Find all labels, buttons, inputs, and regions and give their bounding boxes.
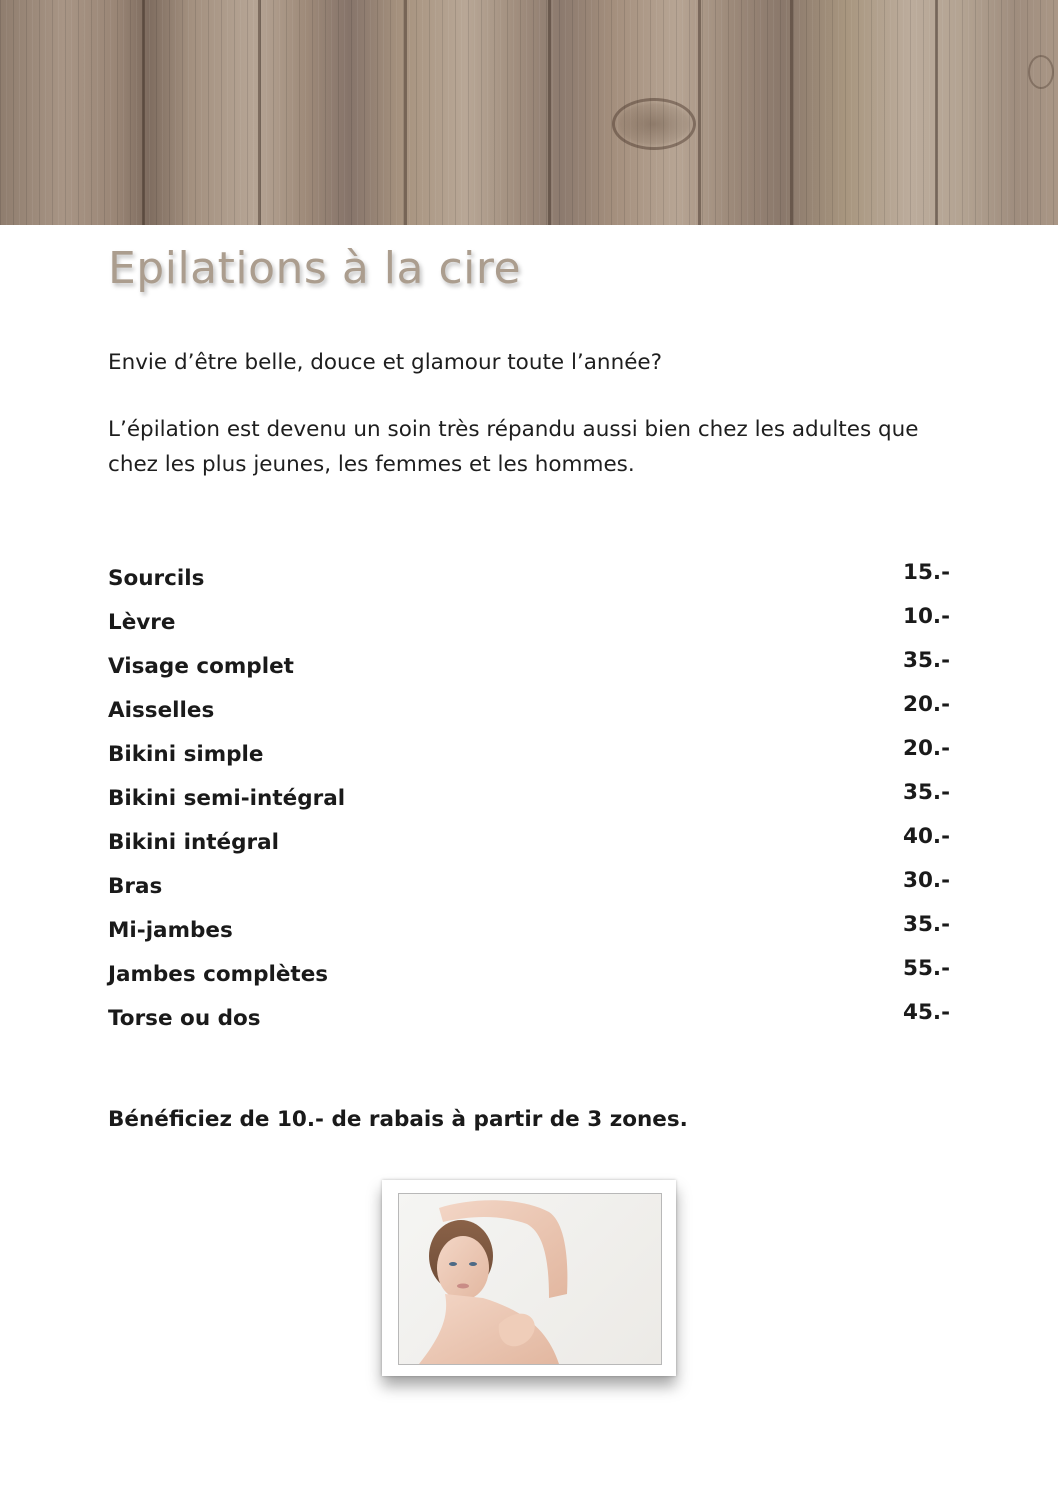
service-name: Mi-jambes [108, 918, 233, 943]
service-price: 40.- [902, 824, 950, 849]
page-title: Epilations à la cire [108, 243, 522, 294]
price-row [108, 604, 950, 648]
plank-seam [548, 0, 551, 225]
service-price: 20.- [902, 736, 950, 761]
intro-paragraph: L’épilation est devenu un soin très répandu aussi bien chez les adultes que chez les plus jeunes, les femmes et les hommes. [108, 417, 919, 477]
service-price: 10.- [902, 604, 950, 629]
plank-seam [142, 0, 145, 225]
price-row [108, 648, 950, 692]
plank-seam [404, 0, 407, 225]
service-price: 55.- [902, 956, 950, 981]
woman-portrait-photo [398, 1193, 662, 1365]
service-name: Jambes complètes [108, 962, 329, 987]
service-price: 30.- [902, 868, 950, 893]
service-price: 35.- [902, 780, 950, 805]
plank-seam [790, 0, 793, 225]
service-name: Sourcils [108, 566, 205, 591]
plank-seam [258, 0, 261, 225]
service-name: Aisselles [108, 698, 215, 723]
service-name: Visage complet [108, 654, 294, 679]
plank-seam [698, 0, 701, 225]
service-name: Lèvre [108, 610, 176, 635]
price-row [108, 912, 950, 956]
price-row [108, 868, 950, 912]
service-name: Bikini intégral [108, 830, 279, 855]
price-row [108, 1000, 950, 1044]
discount-note: Bénéficiez de 10.- de rabais à partir de 3 zones. [108, 1107, 688, 1132]
service-price: 35.- [902, 912, 950, 937]
portrait-illustration [399, 1194, 661, 1364]
price-list [108, 560, 950, 1044]
price-row [108, 780, 950, 824]
photo-frame [382, 1180, 676, 1376]
service-name: Torse ou dos [108, 1006, 261, 1031]
plank-seam [935, 0, 938, 225]
price-row [108, 956, 950, 1000]
wood-knot [612, 98, 696, 150]
price-row [108, 560, 950, 604]
service-price: 15.- [902, 560, 950, 585]
service-price: 35.- [902, 648, 950, 673]
service-name: Bikini simple [108, 742, 264, 767]
service-price: 45.- [902, 1000, 950, 1025]
price-row [108, 692, 950, 736]
price-row [108, 824, 950, 868]
wood-knot [1028, 55, 1054, 89]
service-name: Bikini semi-intégral [108, 786, 346, 811]
wood-banner-image [0, 0, 1058, 225]
intro-line: Envie d’être belle, douce et glamour toute l’année? [108, 350, 663, 375]
service-name: Bras [108, 874, 163, 899]
service-price: 20.- [902, 692, 950, 717]
price-row [108, 736, 950, 780]
